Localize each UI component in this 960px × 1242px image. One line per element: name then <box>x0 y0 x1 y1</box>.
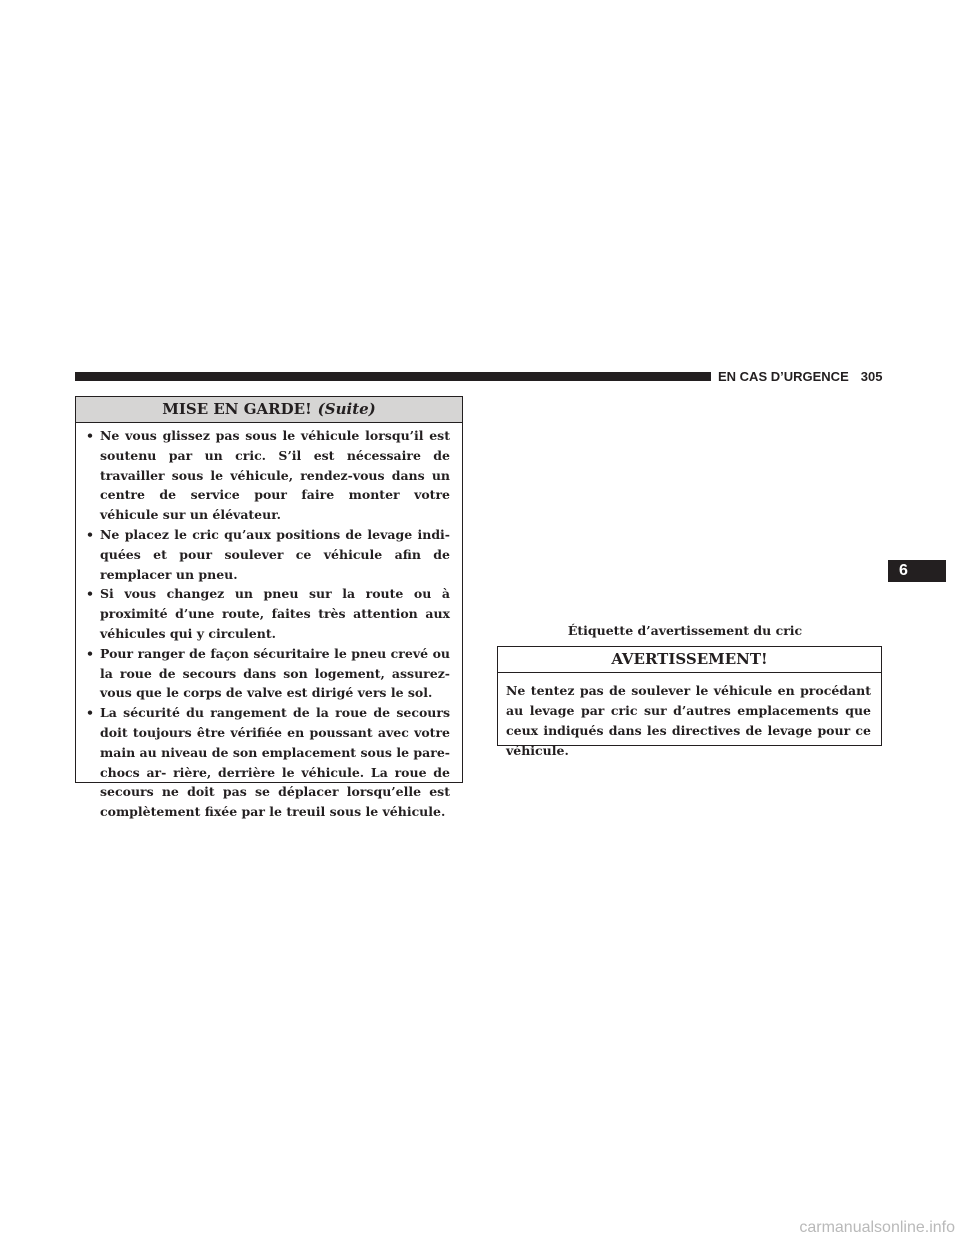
caution-box-header <box>76 397 462 423</box>
watermark: carmanualsonline.info <box>799 1219 955 1236</box>
caution-item <box>86 525 450 584</box>
caution-item-text: Si vous changez un pneu sur la route ou à proximité d’une route, faites très attention aux véhicules qui y circulent. <box>100 586 450 641</box>
caution-title: MISE EN GARDE! <box>162 400 312 418</box>
caution-item-text: Ne placez le cric qu’aux positions de levage indi- quées et pour soulever ce véhicule afin de remplacer un pneu. <box>100 526 450 582</box>
figure-caption: Étiquette d’avertissement du cric <box>567 623 803 638</box>
caution-item-text: La sécurité du rangement de la roue de secours doit toujours être vérifiée en poussant avec votre main au niveau de son emplacement sous le pare-chocs ar- rière, derrière le véhicule. La roue de secours ne doit pas se déplacer lorsqu’elle est complètement fixée par le treuil sous le véhicule. <box>100 705 450 820</box>
caution-item <box>86 426 450 525</box>
warning-title: AVERTISSEMENT! <box>611 650 768 668</box>
section-title: EN CAS D’URGENCE <box>718 369 849 384</box>
caution-box <box>75 396 463 820</box>
caution-item <box>86 584 450 643</box>
bullet-icon: • <box>86 428 94 443</box>
bullet-icon: • <box>86 526 94 542</box>
warning-text: Ne tentez pas de soulever le véhicule en procédant au levage par cric sur d’autres emplacements que ceux indiqués dans les directives de levage pour ce véhicule. <box>506 683 871 758</box>
caution-item <box>86 644 450 703</box>
warning-box-header <box>498 647 881 673</box>
warning-box <box>497 646 882 758</box>
running-header <box>718 368 893 386</box>
caution-item-text: Pour ranger de façon sécuritaire le pneu crevé ou la roue de secours dans son logement, assurez-vous que le corps de valve est dirigé vers le sol. <box>100 645 450 701</box>
page-number: 305 <box>860 369 883 384</box>
caution-item-text: Ne vous glissez pas sous le véhicule lorsqu’il est soutenu par un cric. S’il est nécessaire de travailler sous le véhicule, rendez-vous dans un centre de service pour faire monter votre véhicule sur un élévateur. <box>100 428 450 523</box>
bullet-icon: • <box>86 586 94 602</box>
bullet-icon: • <box>86 705 94 721</box>
header-rule <box>75 372 711 381</box>
chapter-tab: 6 <box>888 560 946 582</box>
caution-item <box>86 703 450 822</box>
caution-list <box>76 423 462 822</box>
caution-title-suffix: (Suite) <box>317 400 376 418</box>
bullet-icon: • <box>86 645 94 661</box>
